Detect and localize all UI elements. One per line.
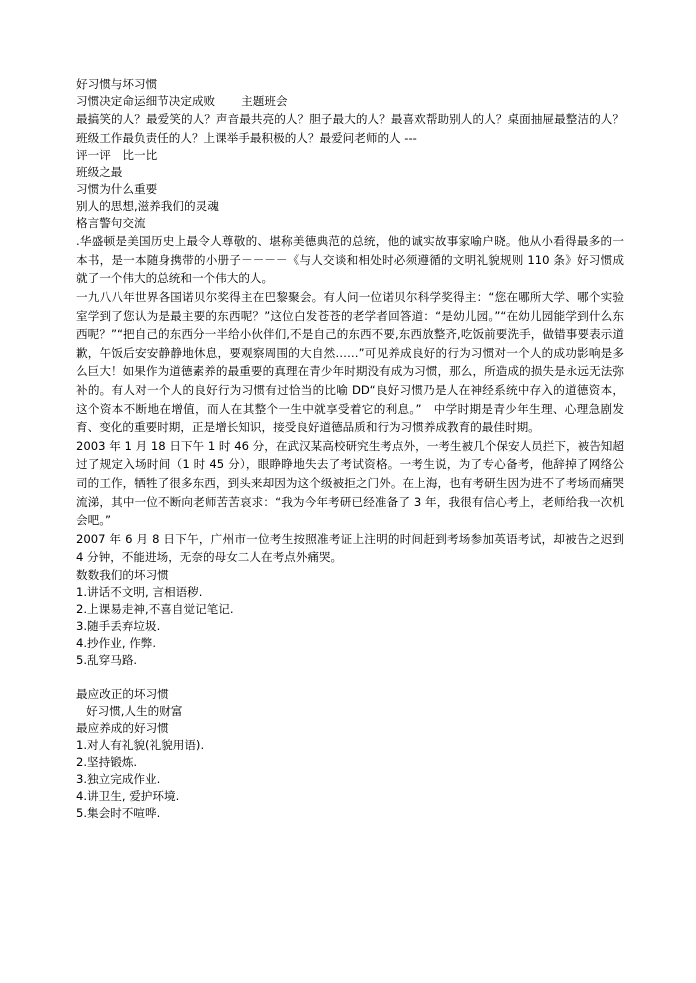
good-habit-item: 4.讲卫生, 爱护环境. xyxy=(76,788,180,803)
bad-habit-item: 5.乱穿马路. xyxy=(76,652,138,667)
blank-line xyxy=(76,669,624,686)
paragraph-2007: 2007 年 6 月 8 日下午，广州市一位考生按照准考证上注明的时间赶到考场参加英语考试，却被告之迟到 4 分钟，不能进场，无奈的母女二人在考点外痛哭。 xyxy=(76,531,624,565)
good-habit-item: 3.独立完成作业. xyxy=(76,771,161,786)
paragraph-2003: 2003 年 1 月 18 日下午 1 时 46 分，在武汉某高校研究生考点外，一考生被几个保安人员拦下，被告知超过了规定入场时间（1 时 45 分），眼睁睁地失去了考试资格。一考生说，为了专心备考，他辞掉了网络公司的工作，牺牲了很多东西，到头来却因为这个级被拒之门外。在上海，也有考研生因为进不了考场而痛哭流涕，其中一位不断向老师苦苦哀求：“我为今年考研已经准备了 3 年，我很有信心考上，老师给我一次机会吧。” xyxy=(76,438,624,528)
bad-habit-item: 4.抄作业, 作弊. xyxy=(76,635,157,650)
others-thought-heading: 别人的思想,滋养我们的灵魂 xyxy=(76,199,219,214)
good-habit-item: 2.坚持锻炼. xyxy=(76,754,138,769)
bad-habit-item: 3.随手丢弃垃圾. xyxy=(76,618,161,633)
good-habit-item: 1.对人有礼貌(礼貌用语). xyxy=(76,737,205,752)
good-fortune-heading: 好习惯,人生的财富 xyxy=(86,703,183,718)
subtitle-left: 习惯决定命运细节决定成败 xyxy=(76,94,216,108)
paragraph-washington: .华盛顿是美国历史上最令人尊敬的、堪称美德典范的总统，他的诚实故事家喻户晓。他从小看得最多的一本书，是一本随身携带的小册子－－－－《与人交谈和相处时必须遵循的文明礼貌规则 110 条》好习惯成就了一个伟大的总统和一个伟大的人。 xyxy=(76,234,624,286)
why-important-heading: 习惯为什么重要 xyxy=(76,182,158,197)
class-best-heading: 班级之最 xyxy=(76,165,123,180)
bad-habits-heading: 数数我们的坏习惯 xyxy=(76,567,169,582)
bad-habit-item: 2.上课易走神,不喜自觉记笔记. xyxy=(76,601,234,616)
compare-heading: 评一评 比一比 xyxy=(76,148,158,163)
document-page xyxy=(76,76,624,822)
bad-habit-item: 1.讲话不文明, 言相语秽. xyxy=(76,584,203,599)
doc-title: 好习惯与坏习惯 xyxy=(76,77,158,91)
fix-habits-heading: 最应改正的坏习惯 xyxy=(76,686,169,701)
subtitle-right: 主题班会 xyxy=(241,94,288,108)
doc-subtitle xyxy=(76,93,624,110)
intro-questions: 最搞笑的人？最爱笑的人？声音最共亮的人？胆子最大的人？最喜欢帮助别人的人？桌面抽屉最整洁的人？班级工作最负责任的人？上课举手最积极的人？最爱问老师的人 --- xyxy=(76,112,624,145)
quotes-heading: 格言警句交流 xyxy=(76,216,146,231)
paragraph-nobel: 一九八八年世界各国诺贝尔奖得主在巴黎聚会。有人问一位诺贝尔科学奖得主：“您在哪所大学、哪个实验室学到了您认为是最主要的东西呢？”这位白发苍苍的老学者回答道：“是幼儿园。”“在幼儿园能学到什么东西呢？”“把自己的东西分一半给小伙伴们,不是自己的东西不要,东西放整齐,吃饭前要洗手，做错事要表示道歉，午饭后安安静静地休息，要观察周围的大自然……”可见养成良好的行为习惯对一个人的成功影响是多么巨大！如果作为道德素养的最重要的真理在青少年时期没有成为习惯，那么，所造成的损失是永远无法弥补的。有人对一个人的良好行为习惯有过恰当的比喻 DD“良好习惯乃是人在神经系统中存入的道德资本，这个资本不断地在增值，而人在其整个一生中就享受着它的利息。” 中学时期是青少年生理、心理急剧发育、变化的重要时期，正是增长知识，接受良好道德品质和行为习惯养成教育的最佳时期。 xyxy=(76,289,624,435)
good-habits-heading: 最应养成的好习惯 xyxy=(76,720,169,735)
good-habit-item: 5.集会时不喧哗. xyxy=(76,805,161,820)
